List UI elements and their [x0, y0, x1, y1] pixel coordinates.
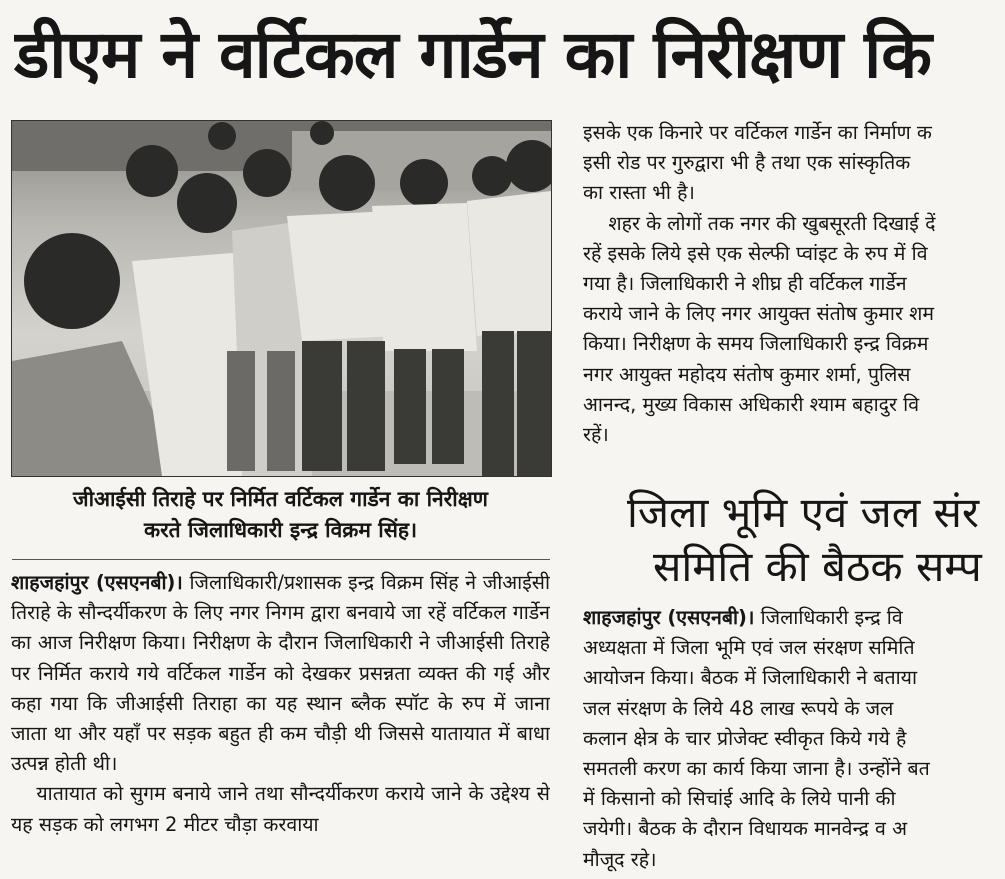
caption-divider [12, 559, 550, 560]
article-paragraph-2: यातायात को सुगम बनाये जाने तथा सौन्दर्यीकरण कराये जाने के उद्देश्य से यह सड़क को लगभग 2 मीटर चौड़ा करवाया [11, 782, 550, 836]
article-text: जिलाधिकारी इन्द्र वि [760, 606, 903, 629]
caption-line-2: करते जिलाधिकारी इन्द्र विक्रम सिंह। [143, 518, 418, 542]
article-line: जल संरक्षण के लिये 48 लाख रूपये के जल [583, 696, 894, 720]
officials-inspection-photo [12, 121, 551, 476]
second-story-body [583, 603, 1005, 879]
article-line: कलान क्षेत्र के चार प्रोजेक्ट स्वीकृत किये गये है [583, 726, 907, 750]
article-line: आयोजन किया। बैठक में जिलाधिकारी ने बताया [583, 666, 918, 690]
article-line: मौजूद रहे। [583, 847, 657, 871]
article-line: इसी रोड पर गुरुद्वारा भी है तथा एक सांस्कृतिक [583, 151, 911, 175]
article-line [583, 603, 1005, 633]
article-line: में किसानो को सिचांई आदि के लिये पानी की [583, 787, 896, 811]
article-line: किया। निरीक्षण के समय जिलाधिकारी इन्द्र विक्रम [583, 332, 929, 356]
article-line: कराये जाने के लिए नगर आयुक्त संतोष कुमार शम [583, 302, 935, 326]
second-story-headline [583, 486, 1005, 604]
headline: डीएम ने वर्टिकल गार्डेन का निरीक्षण कि [14, 16, 931, 93]
dateline: शाहजहांपुर (एसएनबी)। [11, 571, 183, 594]
article-paragraph-1 [11, 568, 550, 779]
article-line: समतली करण का कार्य किया जाना है। उन्होंने बत [583, 757, 930, 781]
article-line: रहें। [583, 423, 609, 447]
article-left-column [11, 568, 550, 879]
article-line: अध्यक्षता में जिला भूमि एवं जल संरक्षण समिति [583, 636, 915, 660]
article-line: रहें इसके लिये इसे एक सेल्फी प्वांइट के रुप में वि [583, 241, 928, 265]
caption-line-1: जीआईसी तिराहे पर निर्मित वर्टिकल गार्डेन का निरीक्षण [73, 487, 488, 511]
dateline: शाहजहांपुर (एसएनबी)। [583, 606, 755, 629]
subhead-line-1: जिला भूमि एवं जल संर [627, 488, 980, 537]
article-line: आनन्द, मुख्य विकास अधिकारी श्याम बहादुर वि [583, 392, 920, 416]
photo-caption [11, 484, 550, 546]
news-photo [11, 120, 552, 477]
article-line: इसके एक किनारे पर वर्टिकल गार्डेन का निर्माण क [583, 121, 932, 144]
article-line: नगर आयुक्त महोदय संतोष कुमार शर्मा, पुलिस [583, 362, 911, 386]
article-line: जयेगी। बैठक के दौरान विधायक मानवेन्द्र व अ [583, 817, 907, 841]
article-line: का रास्ता भी है। [583, 181, 695, 205]
article-line: शहर के लोगों तक नगर की खुबसूरती दिखाई दें [608, 211, 936, 235]
subhead-line-2: समिति की बैठक सम्प [653, 542, 982, 591]
article-text: जिलाधिकारी/प्रशासक इन्द्र विक्रम सिंह ने जीआईसी तिराहे के सौन्दर्यीकरण के लिए नगर निगम द्वारा बनवाये जा रहें वर्टिकल गार्डेन का आज निरीक्षण किया। निरीक्षण के दौरान जिलाधिकारी ने जीआईसी तिराहे पर निर्मित कराये गये वर्टिकल गार्डेन को देखकर प्रसन्नता व्यक्त की गई और कहा गया कि जीआईसी तिराहा का यह स्थान ब्लैक स्पॉट के रुप में जाना जाता था और यहाँ पर सड़क बहुत ही कम चौड़ी थी जिससे यातायात में बाधा उत्पन्न होती थी। [11, 571, 550, 776]
article-right-column [583, 118, 1005, 478]
article-line: गया है। जिलाधिकारी ने शीघ्र ही वर्टिकल गार्डेन [583, 272, 907, 296]
